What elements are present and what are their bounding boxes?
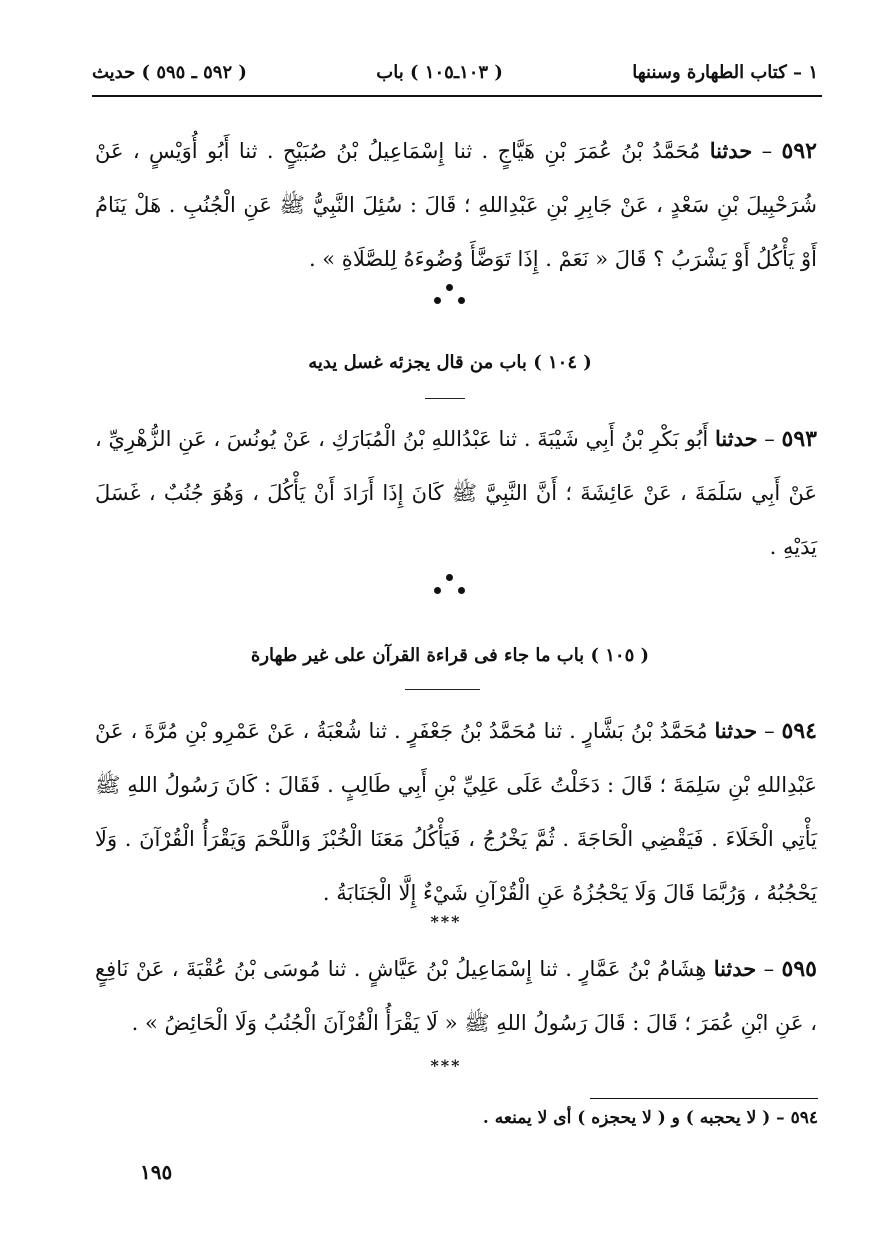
header-rule (92, 95, 822, 97)
hadith-594: ٥٩٤ – حدثنا مُحَمَّدُ بْنُ بَشَّارٍ . ثنا مُحَمَّدُ بْنُ جَعْفَرٍ . ثنا شُعْبَةُ ، عَنْ عَمْرِو بْنِ مُرَّةَ ، عَنْ عَبْدِاللهِ بْنِ سَلِمَةَ ؛ قَالَ : دَخَلْتُ عَلَى عَلِيِّ بْنِ أَبِي طَالِبٍ . فَقَالَ : كَانَ رَسُولُ اللهِ ﷺ يَأْتِي الْخَلَاءَ . فَيَقْضِي الْحَاجَةَ . ثُمَّ يَخْرُجُ ، فَيَأْكُلُ مَعَنَا الْخُبْزَ وَاللَّحْمَ وَيَقْرَأُ الْقُرْآنَ . وَلَا يَحْجُبُهُ ، وَرُبَّمَا قَالَ وَلَا يَحْجُزُهُ عَنِ الْقُرْآنِ شَيْءٌ إِلَّا الْجَنَابَةُ . (95, 718, 817, 905)
footnote-rule (590, 1098, 818, 1099)
footnote: ٥٩٤ – ( لا يحجبه ) و ( لا يحجزه ) أى لا يمنعه . (482, 1108, 818, 1128)
separator-stars: *** (430, 1056, 462, 1075)
hadith-595: ٥٩٥ – حدثنا هِشَامُ بْنُ عَمَّارٍ . ثنا إِسْمَاعِيلُ بْنُ عَيَّاشٍ . ثنا مُوسَى بْنُ عُقْبَةَ ، عَنْ نَافِعٍ ، عَنِ ابْنِ عُمَرَ ؛ قَالَ : قَالَ رَسُولُ اللهِ ﷺ « لَا يَقْرَأُ الْقُرْآنَ الْجُنُبُ وَلَا الْحَائِضُ » . (95, 956, 817, 1035)
running-header (92, 52, 818, 92)
hadith-number: ٥٩٤ (781, 718, 817, 744)
hadith-text: مُحَمَّدُ بْنُ عُمَرَ بْنِ هَيَّاجٍ . ثنا إِسْمَاعِيلُ بْنُ صُبَيْحٍ . ثنا أَبُو أُوَيْسٍ ، عَنْ شُرَحْبِيلَ بْنِ سَعْدٍ ، عَنْ جَابِرِ بْنِ عَبْدِاللهِ ؛ قَالَ : سُئِلَ النَّبِيُّ ﷺ عَنِ الْجُنُبِ . هَلْ يَنَامُ أَوْ يَأْكُلُ أَوْ يَشْرَبُ ؟ قَالَ « نَعَمْ . إِذَا تَوَضَّأَ وُضُوءَهُ لِلصَّلَاةِ » . (95, 139, 817, 271)
hadith-lead: حدثنا (709, 138, 753, 163)
header-book-title: ١ – كتاب الطهارة وسننها (632, 61, 818, 83)
chapter-rule (425, 398, 465, 399)
hadith-lead: حدثنا (714, 718, 758, 743)
page-number: ١٩٥ (140, 1160, 173, 1184)
hadith-text: أَبُو بَكْرِ بْنُ أَبِي شَيْبَةَ . ثنا عَبْدُاللهِ بْنُ الْمُبَارَكِ ، عَنْ يُونُسَ ، عَنِ الزُّهْرِيِّ ، عَنْ أَبِي سَلَمَةَ ، عَنْ عَائِشَةَ ؛ أَنَّ النَّبِيَّ ﷺ كَانَ إِذَا أَرَادَ أَنْ يَأْكُلَ ، وَهُوَ جُنُبٌ ، غَسَلَ يَدَيْهِ . (95, 427, 817, 559)
header-chapter-range: ( ١٠٣ـ١٠٥ ) باب (376, 61, 503, 83)
chapter-title-105: ( ١٠٥ ) باب ما جاء فى قراءة القرآن على غير طهارة (250, 645, 650, 666)
chapter-rule (405, 689, 480, 690)
hadith-lead: حدثنا (713, 956, 757, 981)
hadith-number: ٥٩٥ (781, 956, 817, 982)
hadith-lead: حدثنا (714, 426, 758, 451)
hadith-number: ٥٩٣ (781, 426, 817, 452)
separator-dots (430, 284, 470, 314)
hadith-593: ٥٩٣ – حدثنا أَبُو بَكْرِ بْنُ أَبِي شَيْبَةَ . ثنا عَبْدُاللهِ بْنُ الْمُبَارَكِ ، عَنْ يُونُسَ ، عَنِ الزُّهْرِيِّ ، عَنْ أَبِي سَلَمَةَ ، عَنْ عَائِشَةَ ؛ أَنَّ النَّبِيَّ ﷺ كَانَ إِذَا أَرَادَ أَنْ يَأْكُلَ ، وَهُوَ جُنُبٌ ، غَسَلَ يَدَيْهِ . (95, 426, 817, 559)
separator-dots (430, 574, 470, 604)
hadith-text: هِشَامُ بْنُ عَمَّارٍ . ثنا إِسْمَاعِيلُ بْنُ عَيَّاشٍ . ثنا مُوسَى بْنُ عُقْبَةَ ، عَنْ نَافِعٍ ، عَنِ ابْنِ عُمَرَ ؛ قَالَ : قَالَ رَسُولُ اللهِ ﷺ « لَا يَقْرَأُ الْقُرْآنَ الْجُنُبُ وَلَا الْحَائِضُ » . (95, 957, 817, 1035)
header-hadith-range: ( ٥٩٢ ـ ٥٩٥ ) حديث (92, 61, 247, 83)
hadith-592: ٥٩٢ – حدثنا مُحَمَّدُ بْنُ عُمَرَ بْنِ هَيَّاجٍ . ثنا إِسْمَاعِيلُ بْنُ صُبَيْحٍ . ثنا أَبُو أُوَيْسٍ ، عَنْ شُرَحْبِيلَ بْنِ سَعْدٍ ، عَنْ جَابِرِ بْنِ عَبْدِاللهِ ؛ قَالَ : سُئِلَ النَّبِيُّ ﷺ عَنِ الْجُنُبِ . هَلْ يَنَامُ أَوْ يَأْكُلُ أَوْ يَشْرَبُ ؟ قَالَ « نَعَمْ . إِذَا تَوَضَّأَ وُضُوءَهُ لِلصَّلَاةِ » . (95, 138, 817, 271)
chapter-title-104: ( ١٠٤ ) باب من قال يجزئه غسل يديه (308, 352, 592, 373)
hadith-text: مُحَمَّدُ بْنُ بَشَّارٍ . ثنا مُحَمَّدُ بْنُ جَعْفَرٍ . ثنا شُعْبَةُ ، عَنْ عَمْرِو بْنِ مُرَّةَ ، عَنْ عَبْدِاللهِ بْنِ سَلِمَةَ ؛ قَالَ : دَخَلْتُ عَلَى عَلِيِّ بْنِ أَبِي طَالِبٍ . فَقَالَ : كَانَ رَسُولُ اللهِ ﷺ يَأْتِي الْخَلَاءَ . فَيَقْضِي الْحَاجَةَ . ثُمَّ يَخْرُجُ ، فَيَأْكُلُ مَعَنَا الْخُبْزَ وَاللَّحْمَ وَيَقْرَأُ الْقُرْآنَ . وَلَا يَحْجُبُهُ ، وَرُبَّمَا قَالَ وَلَا يَحْجُزُهُ عَنِ الْقُرْآنِ شَيْءٌ إِلَّا الْجَنَابَةُ . (95, 719, 817, 905)
separator-stars: *** (430, 912, 462, 931)
hadith-number: ٥٩٢ (781, 138, 817, 164)
